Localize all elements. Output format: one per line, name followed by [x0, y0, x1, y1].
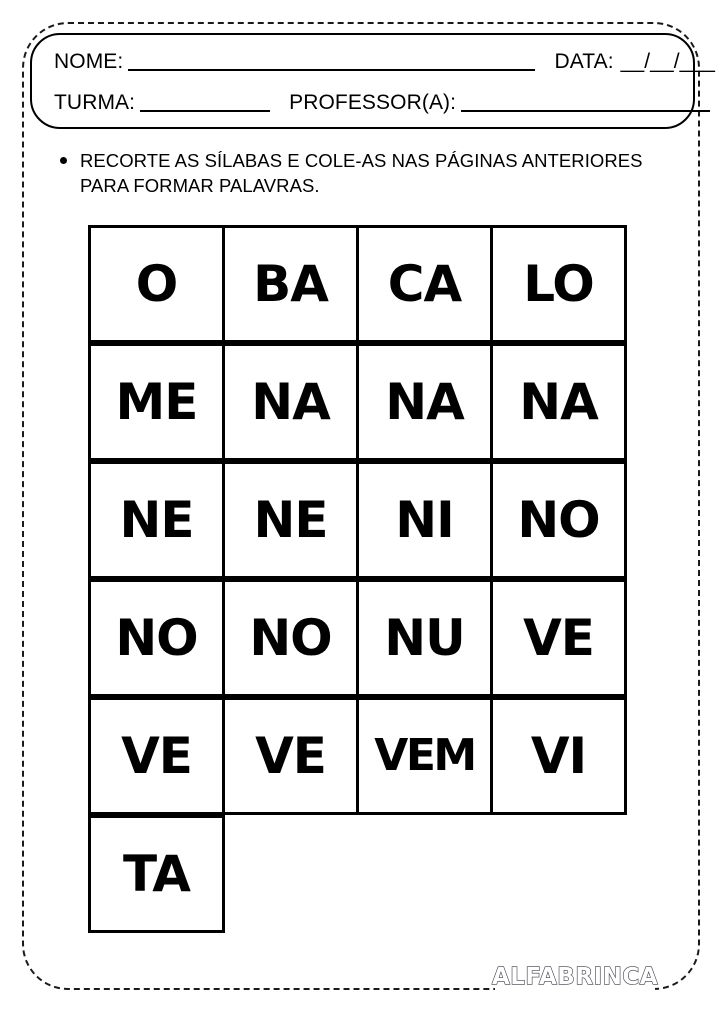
bullet-dot-icon	[60, 157, 67, 164]
data-label: DATA:	[554, 49, 614, 73]
syllable-cell[interactable]	[88, 697, 225, 815]
syllable-text: BA	[253, 255, 328, 313]
syllable-text: NA	[519, 373, 598, 431]
turma-label: TURMA:	[54, 90, 136, 114]
syllable-cell[interactable]	[88, 579, 225, 697]
syllable-cell[interactable]	[356, 343, 493, 461]
syllable-cell[interactable]	[356, 579, 493, 697]
syllable-grid	[88, 225, 636, 933]
syllable-text: ME	[115, 373, 198, 431]
grid-row	[88, 697, 636, 815]
syllable-cell[interactable]	[88, 343, 225, 461]
instruction-text: RECORTE AS SÍLABAS E COLE-AS NAS PÁGINAS ANTERIORES PARA FORMAR PALAVRAS.	[80, 150, 643, 196]
header-row-class-teacher	[32, 82, 724, 122]
grid-row	[88, 579, 636, 697]
watermark-brand-text: ALFABRINCA	[491, 964, 659, 990]
syllable-text: VE	[523, 609, 594, 667]
grid-row	[88, 225, 636, 343]
syllable-cell[interactable]	[490, 343, 627, 461]
syllable-cell[interactable]	[88, 225, 225, 343]
syllable-cell[interactable]	[490, 697, 627, 815]
professor-label: PROFESSOR(A):	[289, 90, 457, 114]
syllable-text: VEM	[374, 730, 475, 781]
syllable-cell[interactable]	[88, 815, 225, 933]
nome-label: NOME:	[54, 49, 124, 73]
syllable-cell[interactable]	[490, 461, 627, 579]
syllable-text: LO	[523, 255, 594, 313]
syllable-text: NE	[119, 491, 194, 549]
syllable-text: NA	[385, 373, 464, 431]
syllable-cell[interactable]	[356, 697, 493, 815]
syllable-cell[interactable]	[356, 461, 493, 579]
grid-row	[88, 461, 636, 579]
syllable-text: NU	[384, 609, 465, 667]
syllable-cell[interactable]	[222, 343, 359, 461]
syllable-cell[interactable]	[222, 579, 359, 697]
watermark	[491, 960, 659, 994]
student-identification-box	[30, 33, 715, 129]
syllable-cell[interactable]	[222, 461, 359, 579]
syllable-text: CA	[387, 255, 462, 313]
syllable-cell[interactable]	[490, 225, 627, 343]
syllable-text: NE	[253, 491, 328, 549]
syllable-cell[interactable]	[88, 461, 225, 579]
syllable-text: NO	[115, 609, 198, 667]
syllable-text: VE	[121, 727, 192, 785]
syllable-text: NO	[517, 491, 600, 549]
professor-input-line[interactable]	[461, 93, 710, 112]
grid-row	[88, 815, 636, 933]
syllable-cell[interactable]	[490, 579, 627, 697]
syllable-text: NI	[395, 491, 454, 549]
syllable-text: VE	[255, 727, 326, 785]
grid-row	[88, 343, 636, 461]
syllable-text: O	[135, 255, 178, 313]
header-row-name-date	[32, 41, 724, 81]
syllable-text: NA	[251, 373, 330, 431]
syllable-text: VI	[530, 727, 587, 785]
syllable-text: NO	[249, 609, 332, 667]
syllable-cell[interactable]	[222, 225, 359, 343]
instruction-block	[60, 148, 660, 198]
nome-input-line[interactable]	[128, 52, 535, 71]
data-input-value[interactable]: __/__/___	[620, 49, 715, 73]
turma-input-line[interactable]	[140, 93, 270, 112]
syllable-cell[interactable]	[222, 697, 359, 815]
syllable-cell[interactable]	[356, 225, 493, 343]
syllable-text: TA	[123, 845, 190, 903]
